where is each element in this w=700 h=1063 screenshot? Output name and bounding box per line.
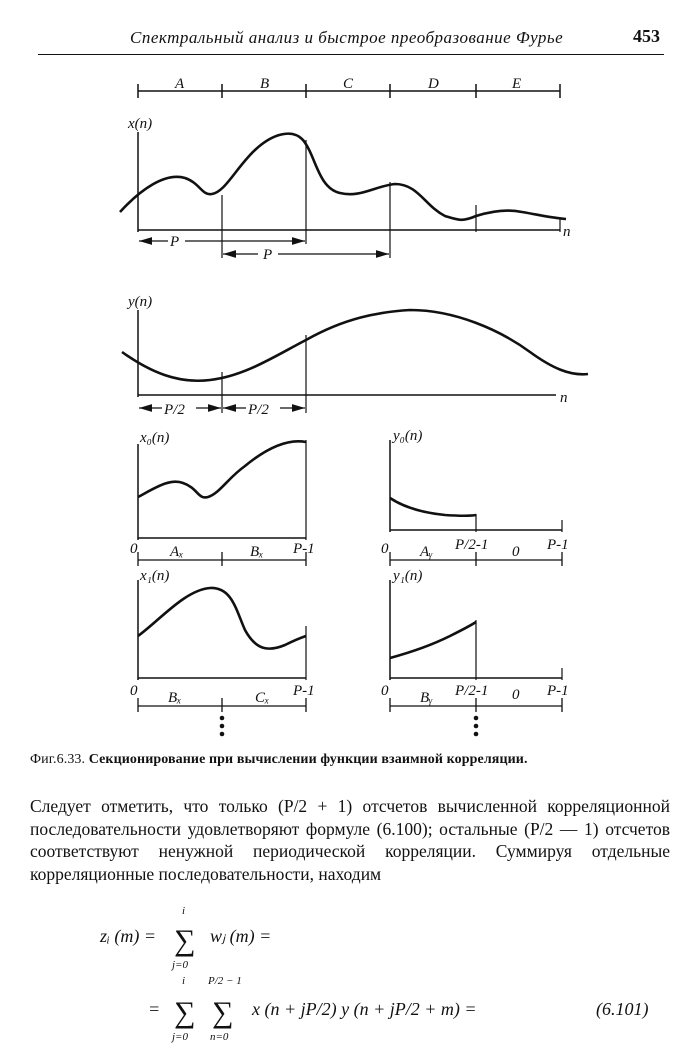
y1-curve (390, 622, 476, 658)
x1-section-plot (138, 580, 306, 712)
y0-zero-pad-label: 0 (512, 544, 520, 560)
x-axis-label: x(n) (128, 116, 153, 132)
y0-zero-label: 0 (381, 541, 389, 557)
p-span-label-1: P (170, 234, 180, 250)
y1-p-minus-1-label: P-1 (547, 683, 569, 699)
eq-line2-body: x (n + jP/2) y (n + jP/2 + m) = (252, 999, 477, 1019)
equation-6-101 (0, 900, 700, 1060)
section-label-e: E (512, 76, 522, 92)
eq-sum3-upper: P/2 − 1 (208, 975, 242, 987)
x0-bx-label: Bₓ (250, 544, 264, 560)
y-n-label: n (560, 390, 568, 406)
eq-sum1-lower: j=0 (172, 959, 188, 971)
x0-zero-label: 0 (130, 541, 138, 557)
eq-sum2-sigma: ∑ (174, 996, 196, 1029)
eq-sum1-upper: i (182, 905, 186, 917)
x1-continuation-dots (220, 716, 225, 737)
body-text (30, 795, 670, 885)
x0-section-plot (138, 440, 306, 566)
x-signal-curve (120, 134, 566, 220)
eq-line1-lhs: zᵢ (m) = (100, 926, 156, 946)
figure-caption (30, 752, 528, 768)
x1-p-minus-1-label: P-1 (293, 683, 315, 699)
x1-cx-label: Cₓ (255, 690, 270, 706)
x-signal-plot (120, 132, 566, 258)
y0-p-half-minus-1-label: P/2-1 (455, 537, 489, 553)
eq-number: (6.101) (596, 999, 649, 1019)
y1-zero-label: 0 (381, 683, 389, 699)
p-span-label-2: P (263, 247, 273, 263)
section-label-d: D (428, 76, 439, 92)
y-signal-plot (122, 310, 588, 413)
p-half-label-2: P/2 (248, 402, 269, 418)
eq-sum1-sigma: ∑ (174, 924, 196, 957)
page-number: 453 (633, 26, 660, 46)
y0-ay-label: Aᵧ (420, 544, 433, 560)
section-label-b: B (260, 76, 270, 92)
eq-sum3-sigma: ∑ (212, 996, 234, 1029)
x1-label: x₁(n) (140, 568, 170, 584)
eq-line1-rhs: wⱼ (m) = (210, 926, 272, 946)
x-n-label: n (563, 224, 571, 240)
y0-curve (390, 498, 476, 516)
y1-label: y₁(n) (393, 568, 423, 584)
running-title: Спектральный анализ и быстрое преобразование Фурье (130, 28, 564, 47)
section-label-a: A (175, 76, 185, 92)
body-paragraph: Следует отметить, что только (P/2 + 1) отсчетов вычисленной корреляционной последовательности удовлетворяют формуле (6.100); остальные (P/2 — 1) отсчетов соответствуют ненужной периодической корреляции. Суммируя отдельные корреляционные последовательности, находим (30, 796, 670, 884)
x0-ax-label: Aₓ (170, 544, 184, 560)
y1-zero-pad-label: 0 (512, 687, 520, 703)
x1-bx-label: Bₓ (168, 690, 182, 706)
y-axis-label: y(n) (128, 294, 153, 310)
y0-label: y₀(n) (393, 428, 423, 444)
figure-caption-number: Фиг.6.33. (30, 752, 86, 767)
y0-p-minus-1-label: P-1 (547, 537, 569, 553)
y1-p-half-minus-1-label: P/2-1 (455, 683, 489, 699)
x0-p-minus-1-label: P-1 (293, 541, 315, 557)
y1-by-label: Bᵧ (420, 690, 433, 706)
x1-zero-label: 0 (130, 683, 138, 699)
eq-sum3-lower: n=0 (210, 1031, 229, 1043)
x0-curve (138, 441, 306, 497)
y-signal-curve (122, 310, 588, 381)
eq-sum2-lower: j=0 (172, 1031, 188, 1043)
section-label-c: C (343, 76, 354, 92)
figure-caption-text: Секционирование при вычислении функции взаимной корреляции. (88, 752, 528, 767)
y1-continuation-dots (474, 716, 479, 737)
p-half-label-1: P/2 (164, 402, 185, 418)
x0-label: x₀(n) (140, 430, 170, 446)
eq-line2-equals: = (148, 999, 161, 1019)
eq-sum2-upper: i (182, 975, 186, 987)
x1-curve (138, 588, 306, 649)
